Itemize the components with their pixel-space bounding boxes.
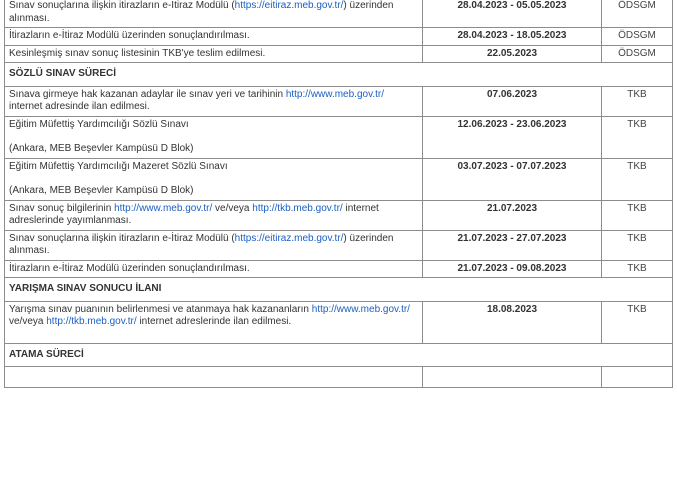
table-row xyxy=(5,230,673,260)
row-responsible-unit: TKB xyxy=(602,116,673,158)
row-description: Sınav sonuç bilgilerinin http://www.meb.gov.tr/ ve/veya http://tkb.meb.gov.tr/ internet adreslerinde yayımlanması. xyxy=(5,200,423,230)
row-description: Eğitim Müfettiş Yardımcılığı Mazeret Sözlü Sınavı (Ankara, MEB Beşevler Kampüsü D Blok) xyxy=(5,158,423,200)
table-row xyxy=(5,158,673,200)
table-row xyxy=(5,28,673,46)
row-date: 28.04.2023 - 05.05.2023 xyxy=(423,0,602,28)
tkb-link[interactable]: http://tkb.meb.gov.tr/ xyxy=(46,316,137,327)
row-description: Sınav sonuçlarına ilişkin itirazların e-İtiraz Modülü (https://eitiraz.meb.gov.tr/) üzerinden alınması. xyxy=(5,230,423,260)
meb-link[interactable]: http://www.meb.gov.tr/ xyxy=(285,88,384,100)
row-description: Yarışma sınav puanının belirlenmesi ve atanmaya hak kazananların http://www.meb.gov.tr/ ve/veya http://tkb.meb.gov.tr/ internet adreslerinde ilan edilmesi. xyxy=(5,301,423,343)
row-date: 03.07.2023 - 07.07.2023 xyxy=(423,158,602,200)
table-row xyxy=(5,367,673,388)
row-description: Sınava girmeye hak kazanan adaylar ile sınav yeri ve tarihinin http://www.meb.gov.tr/ internet adresinde ilan edilmesi. xyxy=(5,86,423,116)
table-row xyxy=(5,301,673,343)
table-row xyxy=(5,86,673,116)
row-date: 07.06.2023 xyxy=(423,86,602,116)
table-row xyxy=(5,200,673,230)
row-responsible-unit: TKB xyxy=(602,86,673,116)
row-description: Kesinleşmiş sınav sonuç listesinin TKB'ye teslim edilmesi. xyxy=(5,45,423,63)
row-responsible-unit: ÖDSGM xyxy=(602,45,673,63)
row-date: 21.07.2023 - 27.07.2023 xyxy=(423,230,602,260)
section-row xyxy=(5,63,673,87)
row-date: 22.05.2023 xyxy=(423,45,602,63)
row-description: İtirazların e-İtiraz Modülü üzerinden sonuçlandırılması. xyxy=(5,28,423,46)
row-date: 12.06.2023 - 23.06.2023 xyxy=(423,116,602,158)
row-responsible-unit: TKB xyxy=(602,260,673,278)
row-responsible-unit: TKB xyxy=(602,200,673,230)
section-title-competition-result: YARIŞMA SINAV SONUCU İLANI xyxy=(5,278,673,302)
row-responsible-unit: ÖDSGM xyxy=(602,28,673,46)
section-title-appointment: ATAMA SÜRECİ xyxy=(5,343,673,367)
eitiraz-link[interactable]: https://eitiraz.meb.gov.tr/ xyxy=(234,0,344,11)
row-responsible-unit: TKB xyxy=(602,301,673,343)
row-date: 21.07.2023 - 09.08.2023 xyxy=(423,260,602,278)
row-description: Sınav sonuçlarına ilişkin itirazların e-İtiraz Modülü (https://eitiraz.meb.gov.tr/) üzerinden alınması. xyxy=(5,0,423,28)
table-row xyxy=(5,116,673,158)
eitiraz-link[interactable]: https://eitiraz.meb.gov.tr/ xyxy=(234,232,344,244)
exam-schedule-table xyxy=(4,0,673,388)
row-responsible-unit: TKB xyxy=(602,158,673,200)
table-row xyxy=(5,45,673,63)
row-date: 18.08.2023 xyxy=(423,301,602,343)
table-row xyxy=(5,0,673,28)
section-title-oral-exam: SÖZLÜ SINAV SÜRECİ xyxy=(5,63,673,87)
table-row xyxy=(5,260,673,278)
row-responsible-unit: ÖDSGM xyxy=(602,0,673,28)
row-date: 21.07.2023 xyxy=(423,200,602,230)
row-date: 28.04.2023 - 18.05.2023 xyxy=(423,28,602,46)
row-responsible-unit: TKB xyxy=(602,230,673,260)
meb-link[interactable]: http://www.meb.gov.tr/ xyxy=(114,202,213,214)
row-description: Eğitim Müfettiş Yardımcılığı Sözlü Sınavı (Ankara, MEB Beşevler Kampüsü D Blok) xyxy=(5,116,423,158)
section-row xyxy=(5,343,673,367)
section-row xyxy=(5,278,673,302)
meb-link[interactable]: http://www.meb.gov.tr/ xyxy=(311,303,410,315)
tkb-link[interactable]: http://tkb.meb.gov.tr/ xyxy=(252,202,343,214)
row-description: İtirazların e-İtiraz Modülü üzerinden sonuçlandırılması. xyxy=(5,260,423,278)
